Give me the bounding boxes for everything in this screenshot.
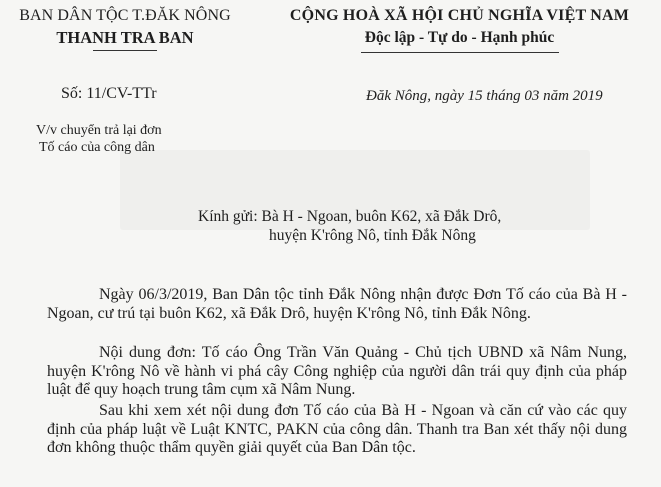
motto-underline — [361, 52, 559, 53]
body-paragraph-3 — [47, 402, 627, 458]
recipient-block — [198, 207, 501, 245]
issuing-organization: BAN DÂN TỘC T.ĐĂK NÔNG — [19, 7, 231, 24]
body-paragraph-1-text: Ngày 06/3/2019, Ban Dân tộc tỉnh Đắk Nông nhận được Đơn Tố cáo của Bà H - Ngoan, cư trú tại buôn K62, xã Đắk Drô, huyện K'rông Nô, tỉnh Đắk Nông. — [47, 286, 627, 322]
recipient-line-1: Kính gửi: Bà H - Ngoan, buôn K62, xã Đắk Drô, — [198, 208, 502, 225]
issuing-unit: THANH TRA BAN — [56, 28, 194, 47]
unit-underline — [93, 50, 157, 51]
body-paragraph-3-text: Sau khi xem xét nội dung đơn Tố cáo của Bà H - Ngoan và căn cứ vào các quy định của pháp luật về Luật KNTC, PAKN của công dân. Thanh tra Ban xét thấy nội dung đơn không thuộc thẩm quyền giải quyết của Ban Dân tộc. — [47, 402, 627, 457]
body-paragraph-2-text: Nội dung đơn: Tố cáo Ông Trần Văn Quảng - Chủ tịch UBND xã Nâm Nung, huyện K'rông Nô về hành vi phá cây Công nghiệp của người dân trái quy định của pháp luật để quy hoạch trung tâm cụm xã Nâm Nung. — [47, 344, 627, 399]
body-paragraph-2 — [47, 344, 627, 400]
subject-line-1: V/v chuyển trả lại đơn — [36, 123, 162, 138]
place-and-date: Đăk Nông, ngày 15 tháng 03 năm 2019 — [366, 88, 603, 104]
document-number: Số: 11/CV-TTr — [61, 85, 157, 102]
subject-line-2: Tố cáo của công dân — [39, 140, 155, 155]
subject-block — [36, 122, 196, 156]
body-paragraph-1 — [47, 286, 627, 323]
national-motto: Độc lập - Tự do - Hạnh phúc — [364, 29, 555, 46]
national-title: CỘNG HOÀ XÃ HỘI CHỦ NGHĨA VIỆT NAM — [289, 7, 630, 24]
recipient-line-2: huyện K'rông Nô, tỉnh Đắk Nông — [269, 227, 476, 244]
